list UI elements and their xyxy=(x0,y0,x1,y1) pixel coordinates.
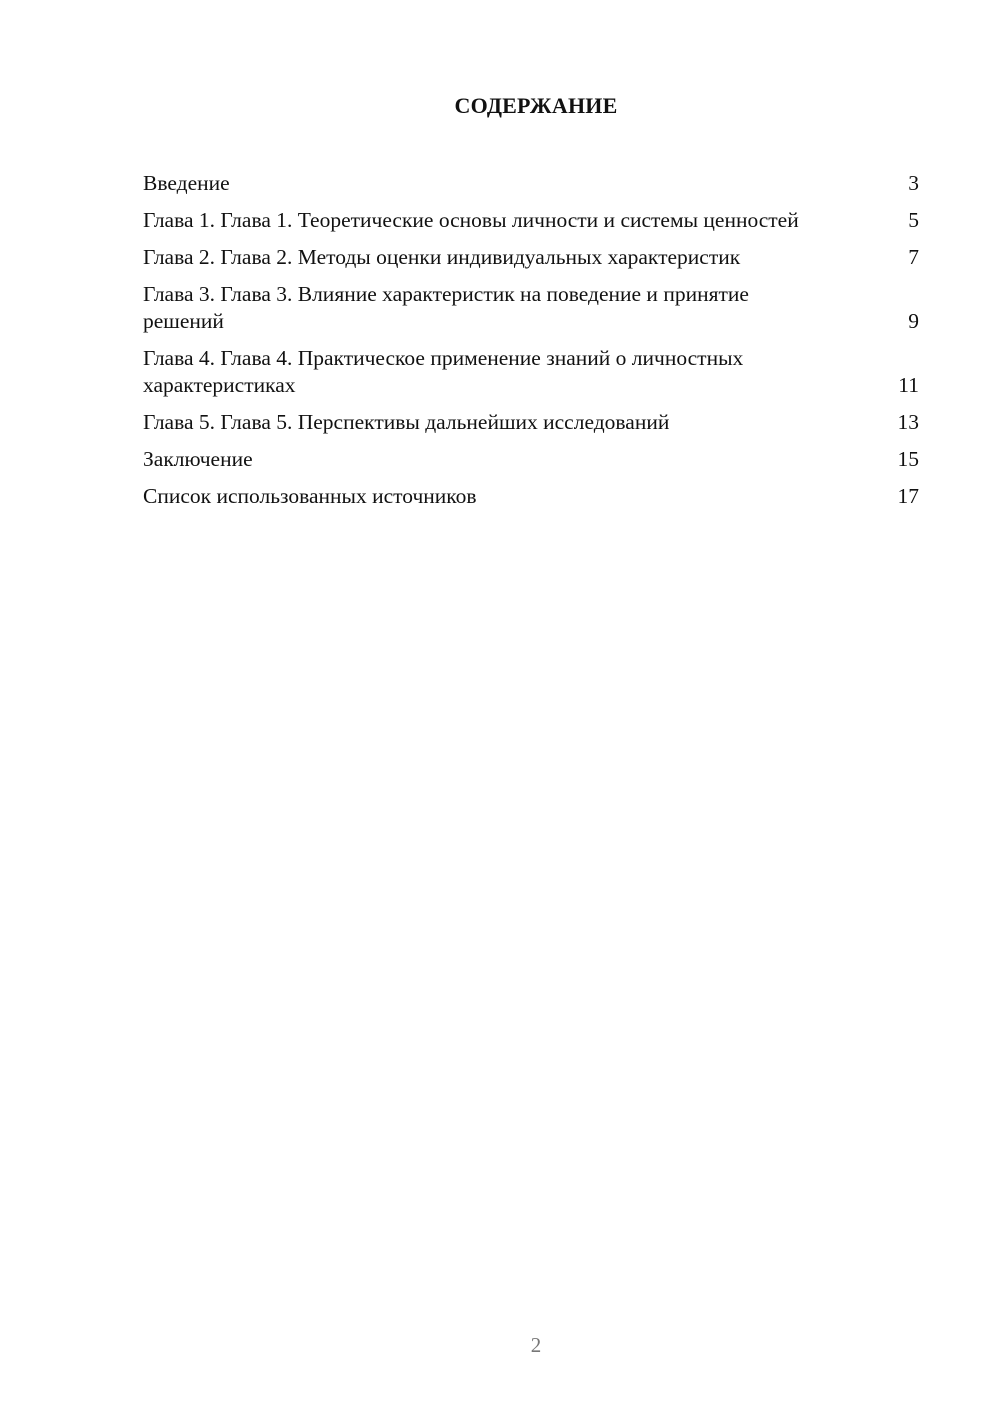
toc-entry-title: Заключение xyxy=(143,447,253,471)
toc-entry-title: Глава 1. Глава 1. Теоретические основы личности и системы ценностей xyxy=(143,208,799,232)
toc-entry-chapter-5[interactable] xyxy=(143,409,919,436)
toc-entry-page: 11 xyxy=(898,373,919,397)
toc-entry-chapter-1[interactable] xyxy=(143,207,919,234)
toc-entry-chapter-2[interactable] xyxy=(143,244,919,271)
toc-entry-chapter-3[interactable] xyxy=(143,281,919,335)
toc-entry-page: 15 xyxy=(897,447,919,471)
toc-entry-title: Введение xyxy=(143,171,230,195)
toc-entry-page: 3 xyxy=(908,171,919,195)
toc-entry-title: Глава 2. Глава 2. Методы оценки индивидуальных характеристик xyxy=(143,245,741,269)
page-title: СОДЕРЖАНИЕ xyxy=(454,93,618,118)
page-number: 2 xyxy=(530,1333,542,1357)
toc-entry-page: 9 xyxy=(908,309,919,333)
table-of-contents xyxy=(143,170,919,520)
toc-entry-page: 5 xyxy=(908,208,919,232)
toc-entry-title: Глава 4. Глава 4. Практическое применение знаний о личностных характеристиках xyxy=(143,346,744,397)
toc-entry-chapter-4[interactable] xyxy=(143,345,919,399)
toc-entry-introduction[interactable] xyxy=(143,170,919,197)
toc-entry-title: Глава 3. Глава 3. Влияние характеристик на поведение и принятие решений xyxy=(143,282,749,333)
toc-entry-page: 17 xyxy=(897,484,919,508)
toc-entry-references[interactable] xyxy=(143,483,919,510)
toc-entry-conclusion[interactable] xyxy=(143,446,919,473)
toc-entry-page: 7 xyxy=(908,245,919,269)
toc-entry-title: Глава 5. Глава 5. Перспективы дальнейших исследований xyxy=(143,410,670,434)
toc-entry-page: 13 xyxy=(897,410,919,434)
toc-entry-title: Список использованных источников xyxy=(143,484,477,508)
